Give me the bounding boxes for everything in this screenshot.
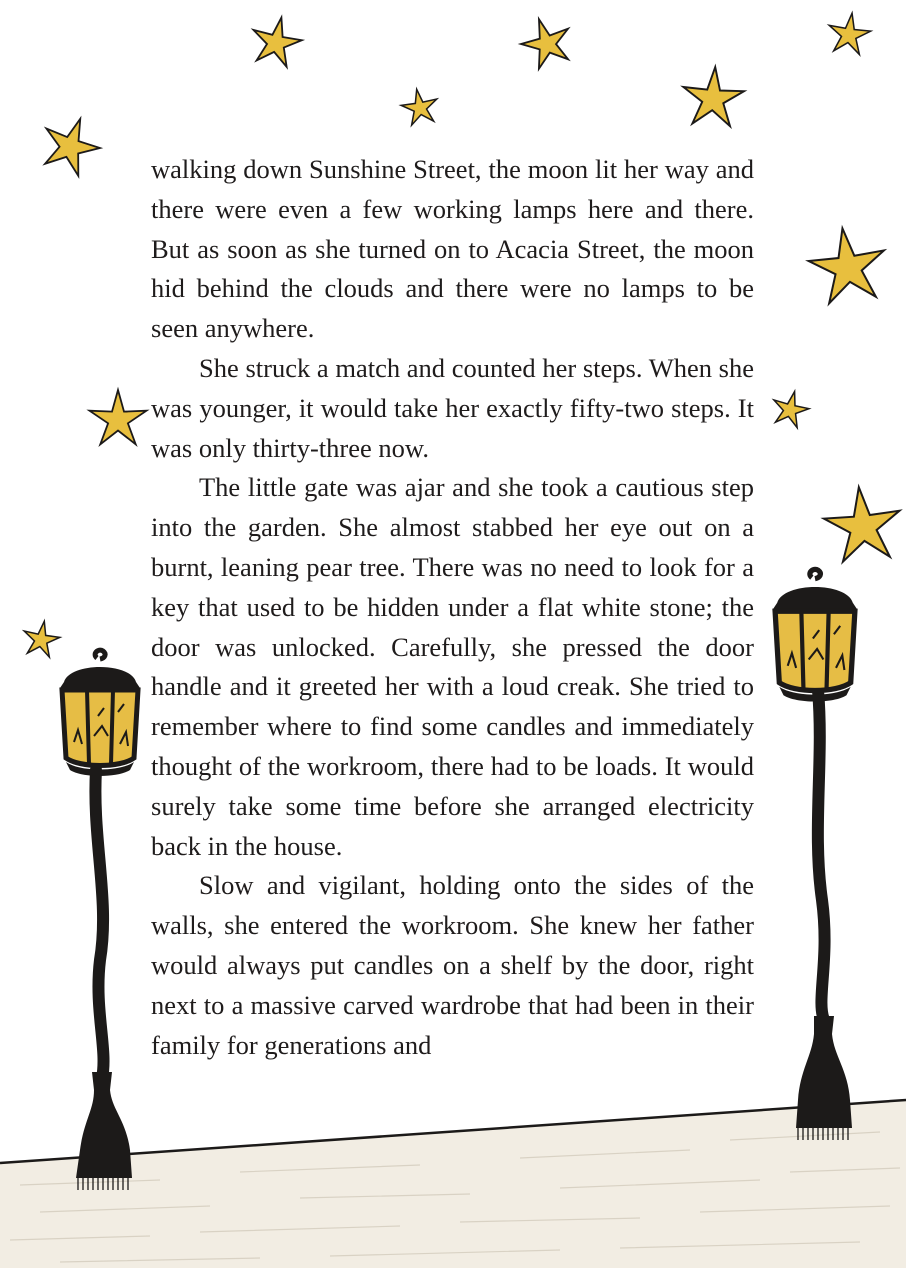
street-lamp-icon [773,569,857,1140]
star-icon [821,483,904,563]
star-icon [681,65,746,127]
star-icon [21,618,63,658]
story-text [151,150,754,1065]
star-icon [826,10,873,55]
star-icon [769,387,812,429]
ground [0,1100,906,1268]
star-icon [805,223,890,305]
star-icon [90,390,147,444]
street-lamp-icon [60,650,140,1190]
star-icon [515,12,577,72]
star-icon [247,12,305,68]
paragraph: Slow and vigilant, holding onto the sides of the walls, she entered the workroom. She knew her father would always put candles on a shelf by the door, right next to a massive carved wardrobe that had been in their family for generations and [151,870,754,1060]
star-icon [35,109,107,180]
star-icon [399,86,441,126]
paragraph: The little gate was ajar and she took a cautious step into the garden. She almost stabbed her eye out on a burnt, leaning pear tree. There was no need to look for a key that used to be hidden under a flat white stone; the door was unlocked. Carefully, she pressed the door handle and it greeted her with a loud creak. She tried to remember where to find some candles and immediately thought of the workroom, there had to be loads. It would surely take some time before she arranged electricity back in the house. [151,472,754,861]
paragraph: She struck a match and counted her steps. When she was younger, it would take her exactly fifty-two steps. It was only thirty-three now. [151,352,754,463]
paragraph: walking down Sunshine Street, the moon lit her way and there were even a few working lamps here and there. But as soon as she turned on to Acacia Street, the moon hid behind the clouds and there were no lamps to be seen anywhere. [151,154,754,344]
